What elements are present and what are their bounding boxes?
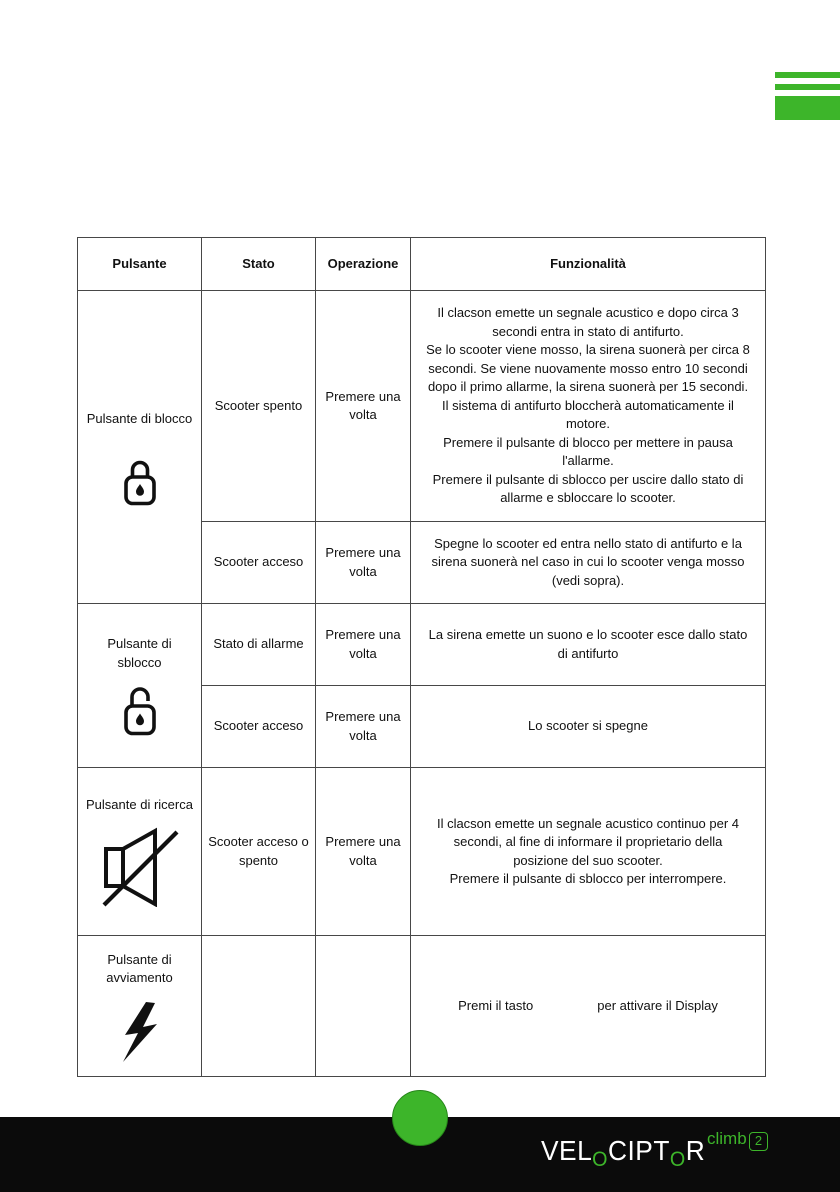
function-line: l'allarme. <box>562 453 614 469</box>
function-line: Premere il pulsante di sblocco per uscire dallo stato di <box>432 471 744 487</box>
button-content <box>82 796 197 907</box>
operation-cell <box>316 291 411 522</box>
button-label: sblocco <box>117 654 162 670</box>
button-label: Pulsante di <box>107 636 172 651</box>
operation-cell <box>316 604 411 686</box>
logo-model-number: 2 <box>749 1132 768 1151</box>
operation-text: volta <box>349 727 377 743</box>
operation-text: Premere una <box>325 627 401 642</box>
operation-text: volta <box>349 407 377 422</box>
logo-wordmark <box>541 1136 705 1169</box>
lightning-bolt-icon <box>120 1002 160 1062</box>
button-label: Pulsante di blocco <box>86 411 193 427</box>
logo-letter: P <box>635 1135 654 1166</box>
table-row <box>78 604 766 686</box>
operation-cell <box>316 936 411 1077</box>
logo-letter: V <box>541 1135 560 1166</box>
button-content <box>82 410 197 506</box>
function-line: Premere il pulsante di blocco per mettere in pausa <box>443 434 733 450</box>
function-line: posizione del suo scooter. <box>513 852 663 868</box>
state-cell <box>202 768 316 936</box>
state-text: spento <box>238 852 279 868</box>
header-operation: Operazione <box>316 238 411 291</box>
function-cell <box>411 686 766 768</box>
function-cell <box>411 291 766 522</box>
operation-text: Premere una <box>325 834 401 849</box>
button-cell-start <box>78 936 202 1077</box>
logo-letter: R <box>685 1135 706 1166</box>
operation-text: Premere una <box>325 545 401 560</box>
table-header-row <box>78 238 766 291</box>
logo-accent-letter: O <box>669 1148 686 1171</box>
function-text: per attivare il Display <box>597 997 718 1013</box>
function-cell <box>411 936 766 1077</box>
function-line: Se lo scooter viene mosso, la sirena suonerà per circa 8 <box>426 342 750 358</box>
logo-letter: E <box>559 1135 578 1166</box>
locked-padlock-icon <box>123 460 157 506</box>
state-cell <box>202 604 316 686</box>
operation-text: volta <box>349 563 377 579</box>
function-cell <box>411 768 766 936</box>
table-row <box>78 936 766 1077</box>
state-text: Scooter acceso <box>213 718 304 734</box>
button-cell-search <box>78 768 202 936</box>
function-cell <box>411 522 766 604</box>
state-cell <box>202 936 316 1077</box>
button-cell-unlock <box>78 604 202 768</box>
function-line: Il sistema di antifurto bloccherà automaticamente il <box>442 397 734 413</box>
button-label: avviamento <box>106 970 173 985</box>
function-line: di antifurto <box>557 645 619 661</box>
muted-speaker-icon <box>101 827 179 907</box>
button-content <box>82 635 197 736</box>
header-state: Stato <box>202 238 316 291</box>
function-line: Premere il pulsante di sblocco per interrompere. <box>449 871 727 886</box>
button-cell-lock <box>78 291 202 604</box>
green-section-marker <box>775 72 840 120</box>
function-line: (vedi sopra). <box>551 572 625 588</box>
function-text: Premi il tasto <box>458 997 534 1013</box>
table-row <box>78 291 766 522</box>
function-line: Il clacson emette un segnale acustico continuo per 4 <box>436 815 740 831</box>
operation-text: Premere una <box>325 709 401 724</box>
operation-cell <box>316 768 411 936</box>
header-function: Funzionalità <box>411 238 766 291</box>
marker-stripe <box>775 72 840 78</box>
state-text: Scooter acceso o <box>208 834 309 849</box>
table-row <box>78 768 766 936</box>
header-button: Pulsante <box>78 238 202 291</box>
logo-model: climb <box>707 1129 747 1148</box>
logo-letter: T <box>653 1135 670 1166</box>
operation-text: volta <box>349 852 377 868</box>
state-cell <box>202 686 316 768</box>
operation-text: volta <box>349 645 377 661</box>
brand-logo <box>540 1130 770 1172</box>
function-line: secondi entra in stato di antifurto. <box>492 323 684 339</box>
function-line: Lo scooter si spegne <box>528 718 648 734</box>
controls-table <box>77 237 766 1077</box>
function-line: secondi, al fine di informare il proprietario della <box>453 834 723 849</box>
state-cell <box>202 522 316 604</box>
function-line: secondi. Se viene nuovamente mosso entro 10 secondi <box>428 360 748 376</box>
function-line: La sirena emette un suono e lo scooter esce dallo stato <box>428 627 748 642</box>
function-line: allarme e sbloccare lo scooter. <box>500 490 676 506</box>
button-label: Pulsante di <box>107 951 172 967</box>
function-line: motore. <box>565 416 611 432</box>
operation-cell <box>316 522 411 604</box>
logo-letter: C <box>608 1135 628 1166</box>
marker-stripe <box>775 84 840 90</box>
operation-text: Premere una <box>325 388 401 404</box>
page-number-circle <box>392 1090 448 1146</box>
state-text: Scooter spento <box>214 397 303 413</box>
key-icon-gap <box>533 1009 597 1010</box>
logo-letter: I <box>627 1135 636 1166</box>
function-line: Spegne lo scooter ed entra nello stato di antifurto e la <box>434 535 742 551</box>
button-label: Pulsante di ricerca <box>86 797 193 813</box>
logo-accent-letter: O <box>592 1148 609 1171</box>
function-cell <box>411 604 766 686</box>
state-text: Stato di allarme <box>213 636 304 652</box>
logo-letter: L <box>577 1135 593 1166</box>
unlocked-padlock-icon <box>122 686 158 736</box>
function-line: Il clacson emette un segnale acustico e dopo circa 3 <box>437 305 739 321</box>
marker-block <box>775 96 840 120</box>
function-line: dopo il primo allarme, la sirena suonerà per 15 secondi. <box>427 379 749 395</box>
state-cell <box>202 291 316 522</box>
state-text: Scooter acceso <box>213 554 304 570</box>
button-content <box>82 951 197 1062</box>
operation-cell <box>316 686 411 768</box>
function-line: sirena suonerà nel caso in cui lo scooter venga mosso <box>431 554 745 570</box>
